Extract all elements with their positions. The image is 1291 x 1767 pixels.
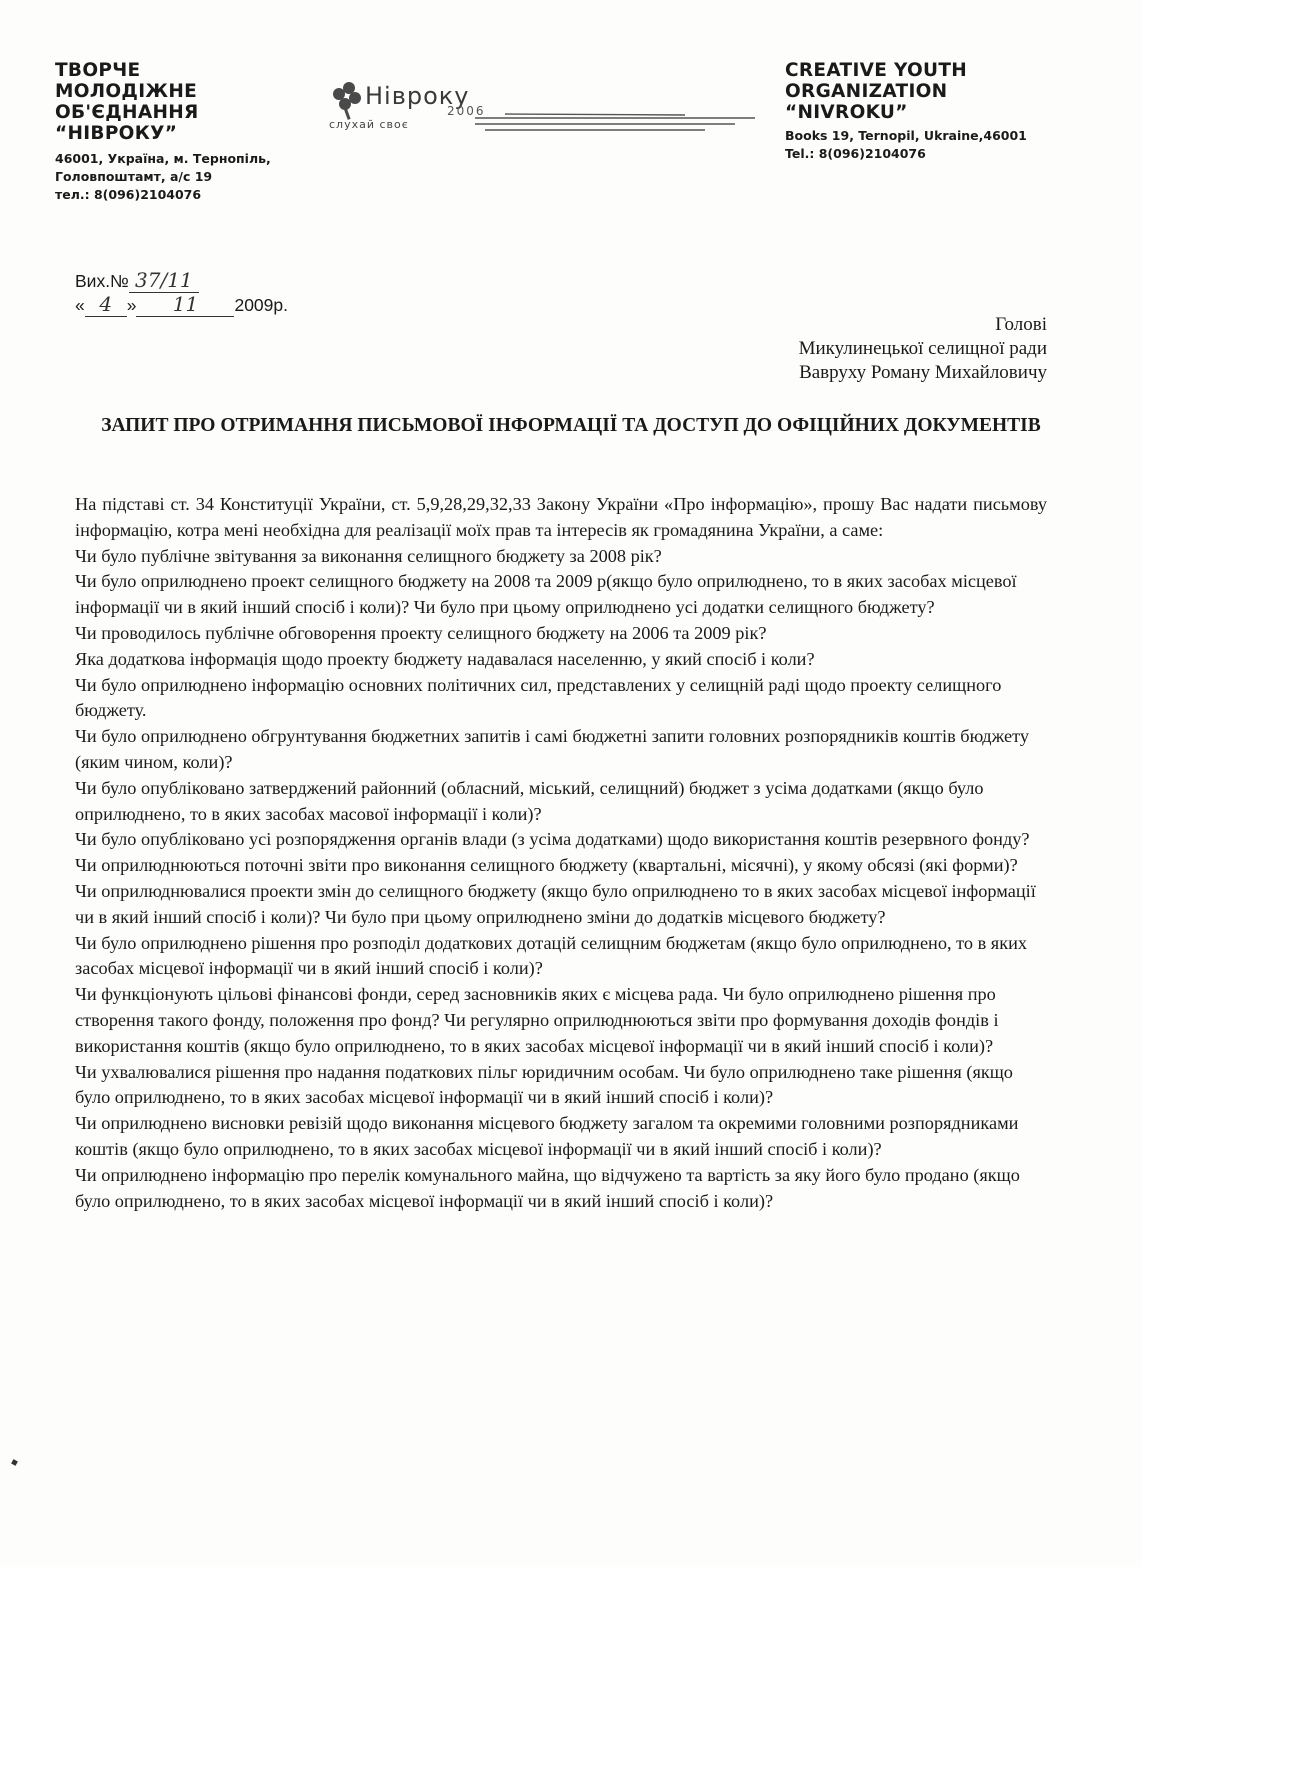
address-line: Головпоштамт, а/с 19 (55, 169, 213, 184)
date-quote-open: « (75, 295, 85, 315)
org-name-line: ТВОРЧЕ (55, 60, 141, 81)
document-title: ЗАПИТ ПРО ОТРИМАННЯ ПИСЬМОВОЇ ІНФОРМАЦІЇ ТА ДОСТУП ДО ОФІЦІЙНИХ ДОКУМЕНТІВ (101, 415, 1041, 436)
org-name-line: CREATIVE YOUTH (785, 60, 968, 81)
org-name-line: “NIVROKU” (785, 102, 908, 123)
question-item: Чи було публічне звітування за виконання селищного бюджету за 2008 рік? (75, 545, 662, 566)
address-line: Books 19, Ternopil, Ukraine,46001 (785, 128, 1027, 143)
addressee-line: Голові (995, 314, 1047, 335)
question-item: Чи було оприлюднено інформацію основних політичних сил, представлених у селищній раді щодо проекту селищного бюджету. (75, 674, 1002, 721)
org-name-line: “НІВРОКУ” (55, 123, 178, 144)
date-quote-close: » (126, 295, 137, 315)
addressee-line: Вавруху Роману Михайловичу (799, 362, 1047, 383)
logo-wordmark: Нівроку (365, 82, 470, 110)
letterhead-left (55, 60, 325, 204)
letterhead-right (785, 60, 1115, 163)
outgoing-date-line (75, 292, 288, 316)
question-item: Чи проводилось публічне обговорення проекту селищного бюджету на 2006 та 2009 рік? (75, 622, 767, 643)
logo-year: 2006 (447, 104, 486, 118)
document-body (75, 492, 1047, 1214)
org-name-ukrainian (55, 60, 325, 144)
outgoing-month: 11 (136, 292, 234, 317)
question-item: Чи було опубліковано усі розпорядження органів влади (з усіма додатками) щодо використання коштів резервного фонду? (75, 829, 1030, 850)
question-item: Чи оприлюднюються поточні звіти про виконання селищного бюджету (квартальні, місячні), у якому обсязі (які форми)? (75, 855, 1018, 876)
question-item: Чи було опубліковано затверджений районний (обласний, міський, селищний) бюджет з усіма додатками (якщо було оприлюднено, то в яких засобах масової інформації і коли)? (75, 777, 984, 824)
outgoing-label: Вих.№ (75, 271, 129, 291)
question-item: Яка додаткова інформація щодо проекту бюджету надавалася населенню, у який спосіб і коли? (75, 648, 815, 669)
outgoing-year: 2009р. (234, 295, 288, 315)
address-line: тел.: 8(096)2104076 (55, 187, 202, 202)
clover-icon (333, 82, 361, 120)
address-line: 46001, Україна, м. Тернопіль, (55, 151, 271, 166)
scan-speck (11, 1459, 18, 1466)
question-item: Чи ухвалювалися рішення про надання податкових пільг юридичним особам. Чи було оприлюднено таке рішення (якщо було оприлюднено, то в яких засобах місцевої інформації чи в який інший спосіб і коли)? (75, 1061, 1013, 1108)
question-item: Чи оприлюднювалися проекти змін до селищного бюджету (якщо було оприлюднено то в яких засобах місцевої інформації чи в який інший спосіб і коли)? Чи було при цьому оприлюднено зміни до додатків місцевого бюджету? (75, 880, 1036, 927)
logo-motto: слухай своє (329, 118, 409, 131)
outgoing-day: 4 (85, 292, 127, 317)
question-item: Чи було оприлюднено обгрунтування бюджетних запитів і самі бюджетні запити головних розпорядників коштів бюджету (яким чином, коли)? (75, 726, 1030, 772)
nivroku-logo (325, 74, 765, 144)
logo-streak-lines (475, 114, 755, 130)
outgoing-number: 37/11 (129, 268, 199, 293)
address-line: Tel.: 8(096)2104076 (785, 146, 926, 161)
question-item: Чи оприлюднено висновки ревізій щодо виконання місцевого бюджету загалом та окремими головними розпорядниками коштів (якщо було оприлюднено, то в яких засобах місцевої інформації чи в який інший спосіб і коли)? (75, 1113, 1019, 1159)
org-address-english (785, 127, 1115, 163)
org-name-line: МОЛОДІЖНЕ (55, 81, 198, 102)
question-item: Чи було оприлюднено рішення про розподіл додаткових дотацій селищним бюджетам (якщо було оприлюднено, то в яких засобах місцевої інформації чи в який інший спосіб і коли)? (75, 932, 1027, 979)
outgoing-number-line (75, 268, 288, 292)
outgoing-number-block (75, 268, 288, 316)
addressee-line: Микулинецької селищної ради (798, 338, 1047, 359)
question-item: Чи було оприлюднено проект селищного бюджету на 2008 та 2009 р(якщо було оприлюднено, то в яких засобах місцевої інформації чи в який інший спосіб і коли)? Чи було при цьому оприлюднено усі додатки селищного бюджету? (75, 571, 1017, 618)
question-item: Чи оприлюднено інформацію про перелік комунального майна, що відчужено та вартість за яку його було продано (якщо було оприлюднено, то в яких засобах місцевої інформації чи в який інший спосіб і коли)? (75, 1164, 1020, 1211)
question-item: Чи функціонують цільові фінансові фонди, серед засновників яких є місцева рада. Чи було оприлюднено рішення про створення такого фонду, положення про фонд? Чи регулярно оприлюднюються звіти про формування доходів фондів і використання коштів (якщо було оприлюднено, то в яких засобах місцевої інформації чи в який інший спосіб і коли)? (75, 984, 999, 1056)
org-name-line: ORGANIZATION (785, 81, 948, 102)
addressee-block (799, 313, 1047, 385)
intro-paragraph: На підставі ст. 34 Конституції України, ст. 5,9,28,29,32,33 Закону України «Про інформацію», прошу Вас надати письмову інформацію, котра мені необхідна для реалізації моїх прав та інтересів як громадянина України, а саме: (75, 494, 1047, 540)
org-name-english (785, 60, 1115, 123)
org-address-ukrainian (55, 150, 325, 204)
org-name-line: ОБ'ЄДНАННЯ (55, 102, 199, 123)
